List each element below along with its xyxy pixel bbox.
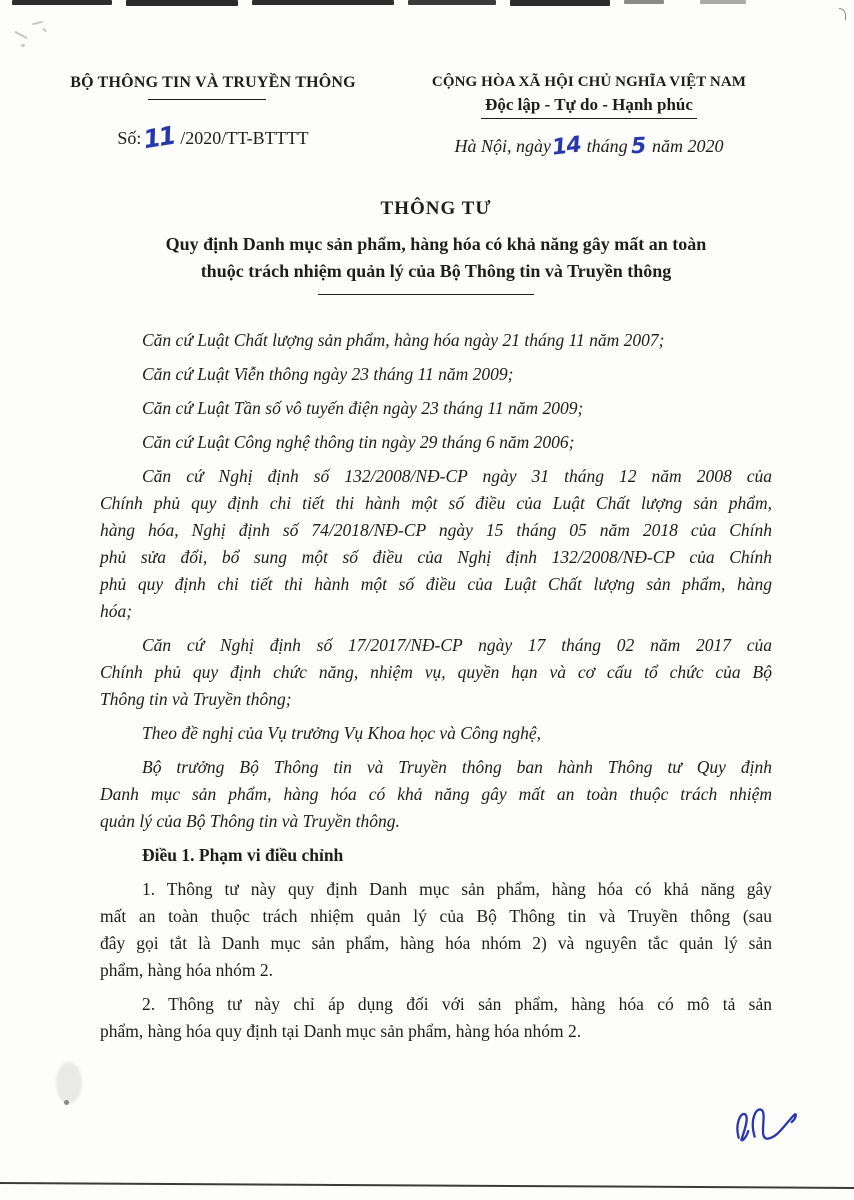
scan-artifact-top-band xyxy=(700,0,746,4)
scan-artifact-corner-mark xyxy=(839,8,846,20)
doc-number-label: Số: xyxy=(117,128,142,148)
ministry-underline xyxy=(148,99,266,100)
doc-number-symbol: /2020/TT-BTTTT xyxy=(180,128,309,148)
text-line: quản lý của Bộ Thông tin và Truyền thông. xyxy=(100,811,400,831)
article-1-clause-1 xyxy=(100,876,772,984)
scan-artifact-top-band xyxy=(252,0,394,5)
date-month-word: tháng xyxy=(586,136,628,156)
citation-paragraph: Căn cứ Luật Viễn thông ngày 23 tháng 11 năm 2009; xyxy=(142,364,514,384)
text-line: Bộ trưởng Bộ Thông tin và Truyền thông ban hành Thông tư Quy định xyxy=(142,757,772,777)
scan-artifact-pencil-mark xyxy=(14,31,27,39)
scan-artifact-pencil-mark xyxy=(32,21,43,26)
header-national-heading xyxy=(398,74,780,161)
republic-title: CỘNG HÒA XÃ HỘI CHỦ NGHĨA VIỆT NAM xyxy=(431,74,747,90)
national-motto: Độc lập - Tự do - Hạnh phúc xyxy=(481,95,697,119)
document-body xyxy=(100,320,772,1045)
document-number xyxy=(48,120,378,155)
signature-initials-scribble xyxy=(722,1100,806,1154)
scan-artifact-top-band xyxy=(12,0,112,5)
text-line: hàng hóa, Nghị định số 74/2018/NĐ-CP ngày 15 tháng 05 năm 2018 của Chính xyxy=(100,520,772,540)
text-line: Thông tin và Truyền thông; xyxy=(100,689,292,709)
text-line: đây gọi tắt là Danh mục sản phẩm, hàng hóa nhóm 2) và nguyên tắc quản lý sản xyxy=(100,933,772,953)
text-line: 2. Thông tư này chỉ áp dụng đối với sản phẩm, hàng hóa có mô tả sản xyxy=(142,994,772,1014)
text-line: Căn cứ Nghị định số 132/2008/NĐ-CP ngày 31 tháng 12 năm 2008 của xyxy=(142,466,772,486)
header-issuing-authority xyxy=(48,74,378,155)
scan-artifact-page-edge xyxy=(0,1182,854,1189)
scan-artifact-smudge-dot xyxy=(64,1100,69,1105)
document-title xyxy=(100,231,772,285)
article-1-heading: Điều 1. Phạm vi điều chỉnh xyxy=(142,845,344,865)
citation-paragraph: Căn cứ Luật Tần số vô tuyến điện ngày 23 tháng 11 năm 2009; xyxy=(142,398,584,418)
article-1-clause-2 xyxy=(100,991,772,1045)
citation-paragraph: Căn cứ Luật Công nghệ thông tin ngày 29 tháng 6 năm 2006; xyxy=(142,432,575,452)
scan-artifact-smudge xyxy=(56,1062,82,1104)
citation-paragraph xyxy=(100,463,772,625)
text-line: phủ sửa đổi, bổ sung một số điều của Nghị định 132/2008/NĐ-CP của Chính xyxy=(100,547,772,567)
text-line: Căn cứ Nghị định số 17/2017/NĐ-CP ngày 17 tháng 02 năm 2017 của xyxy=(142,635,772,655)
date-year: năm 2020 xyxy=(651,136,724,156)
text-line: mất an toàn thuộc trách nhiệm quản lý của Bộ Thông tin và Truyền thông (sau xyxy=(100,906,772,926)
enactment-paragraph xyxy=(100,754,772,835)
text-line: Chính phủ quy định chức năng, nhiệm vụ, quyền hạn và cơ cấu tổ chức của Bộ xyxy=(100,662,772,682)
place-and-date xyxy=(398,132,780,161)
text-line: hóa; xyxy=(100,601,133,621)
document-title-line2: thuộc trách nhiệm quản lý của Bộ Thông tin và Truyền thông xyxy=(200,261,672,281)
scan-artifact-pencil-mark xyxy=(21,44,25,47)
scan-artifact-pencil-mark xyxy=(42,28,47,33)
date-prefix: Hà Nội, ngày xyxy=(454,136,552,156)
title-underline xyxy=(318,294,534,295)
text-line: phẩm, hàng hóa nhóm 2. xyxy=(100,960,274,980)
scan-artifact-top-band xyxy=(510,0,610,6)
proposal-paragraph: Theo đề nghị của Vụ trưởng Vụ Khoa học và Công nghệ, xyxy=(142,723,541,743)
handwritten-month: 5 xyxy=(630,133,647,160)
scan-artifact-top-band xyxy=(126,0,238,6)
handwritten-doc-number: 11 xyxy=(141,120,177,155)
text-line: Chính phủ quy định chi tiết thi hành một số điều của Luật Chất lượng sản phẩm, xyxy=(100,493,772,513)
text-line: phủ quy định chi tiết thi hành một số điều của Luật Chất lượng sản phẩm, hàng xyxy=(100,574,772,594)
text-line: 1. Thông tư này quy định Danh mục sản phẩm, hàng hóa có khả năng gây xyxy=(142,879,772,899)
text-line: phẩm, hàng hóa quy định tại Danh mục sản phẩm, hàng hóa nhóm 2. xyxy=(100,1021,582,1041)
citation-paragraph xyxy=(100,632,772,713)
text-line: Danh mục sản phẩm, hàng hóa có khả năng gây mất an toàn thuộc trách nhiệm xyxy=(100,784,772,804)
document-title-line1: Quy định Danh mục sản phẩm, hàng hóa có khả năng gây mất an toàn xyxy=(165,234,707,254)
scan-artifact-top-band xyxy=(624,0,664,4)
citation-paragraph: Căn cứ Luật Chất lượng sản phẩm, hàng hóa ngày 21 tháng 11 năm 2007; xyxy=(142,330,665,350)
document-title-block xyxy=(100,198,772,295)
handwritten-day: 14 xyxy=(550,132,583,161)
ministry-name: BỘ THÔNG TIN VÀ TRUYỀN THÔNG xyxy=(70,74,356,91)
scan-artifact-top-band xyxy=(408,0,496,5)
document-type-title: THÔNG TƯ xyxy=(380,198,492,219)
